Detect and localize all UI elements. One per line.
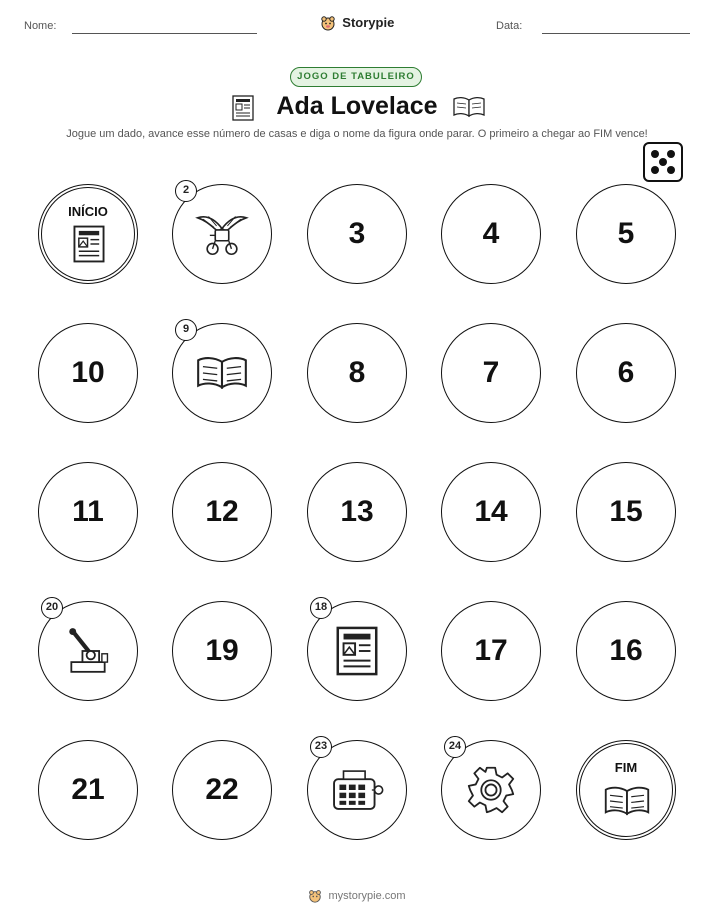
board-space-10[interactable] bbox=[38, 323, 138, 423]
footer bbox=[0, 889, 714, 903]
space-number: 19 bbox=[205, 634, 239, 667]
game-type-badge: JOGO DE TABULEIRO bbox=[290, 67, 422, 87]
space-number: 22 bbox=[205, 773, 239, 806]
start-label: INÍCIO bbox=[68, 204, 108, 219]
board-space-14[interactable] bbox=[441, 462, 541, 562]
gear-icon bbox=[464, 765, 518, 815]
board-space-19[interactable] bbox=[172, 601, 272, 701]
board-space-6[interactable] bbox=[576, 323, 676, 423]
space-number: 8 bbox=[348, 356, 366, 389]
space-number-badge: 20 bbox=[41, 597, 63, 619]
lever-icon bbox=[61, 626, 115, 676]
board-space-21[interactable] bbox=[38, 740, 138, 840]
newspaper-icon bbox=[73, 224, 105, 269]
board-space-22[interactable] bbox=[172, 740, 272, 840]
board-space-3[interactable] bbox=[307, 184, 407, 284]
space-number-badge: 24 bbox=[444, 736, 466, 758]
brand-name: Storypie bbox=[342, 15, 395, 31]
space-number: 3 bbox=[348, 217, 366, 250]
newspaper-icon bbox=[330, 626, 384, 676]
board-space-11[interactable] bbox=[38, 462, 138, 562]
storypie-mascot-icon bbox=[308, 889, 322, 903]
board-space-15[interactable] bbox=[576, 462, 676, 562]
space-number: 7 bbox=[482, 356, 500, 389]
open-book-icon bbox=[195, 348, 249, 398]
board-space-13[interactable] bbox=[307, 462, 407, 562]
finish-space[interactable] bbox=[576, 740, 676, 840]
space-number: 12 bbox=[205, 495, 239, 528]
space-number: 6 bbox=[617, 356, 635, 389]
board-space-16[interactable] bbox=[576, 601, 676, 701]
board-space-12[interactable] bbox=[172, 462, 272, 562]
space-number: 21 bbox=[71, 773, 105, 806]
space-number: 13 bbox=[340, 495, 374, 528]
calculating-machine-icon bbox=[330, 765, 384, 815]
space-number: 5 bbox=[617, 217, 635, 250]
flying-machine-icon bbox=[195, 209, 249, 259]
board-space-17[interactable] bbox=[441, 601, 541, 701]
name-label: Nome: bbox=[24, 20, 57, 32]
board-space-5[interactable] bbox=[576, 184, 676, 284]
board-space-8[interactable] bbox=[307, 323, 407, 423]
space-number-badge: 18 bbox=[310, 597, 332, 619]
open-book-icon bbox=[602, 784, 652, 823]
start-space[interactable] bbox=[38, 184, 138, 284]
space-number: 15 bbox=[609, 495, 643, 528]
space-number-badge: 2 bbox=[175, 180, 197, 202]
space-number: 10 bbox=[71, 356, 105, 389]
instructions: Jogue um dado, avance esse número de casas e diga o nome da figura onde parar. O primeiro a chegar ao FIM vence! bbox=[66, 128, 648, 140]
board-space-7[interactable] bbox=[441, 323, 541, 423]
space-number: 4 bbox=[482, 217, 500, 250]
space-number: 16 bbox=[609, 634, 643, 667]
date-label: Data: bbox=[496, 20, 523, 32]
space-number-badge: 23 bbox=[310, 736, 332, 758]
space-number: 11 bbox=[72, 495, 104, 528]
finish-label: FIM bbox=[614, 760, 638, 775]
space-number: 14 bbox=[474, 495, 508, 528]
space-number-badge: 9 bbox=[175, 319, 197, 341]
page-title: Ada Lovelace bbox=[276, 92, 438, 120]
footer-url: mystorypie.com bbox=[328, 890, 406, 902]
board-space-4[interactable] bbox=[441, 184, 541, 284]
space-number: 17 bbox=[474, 634, 508, 667]
